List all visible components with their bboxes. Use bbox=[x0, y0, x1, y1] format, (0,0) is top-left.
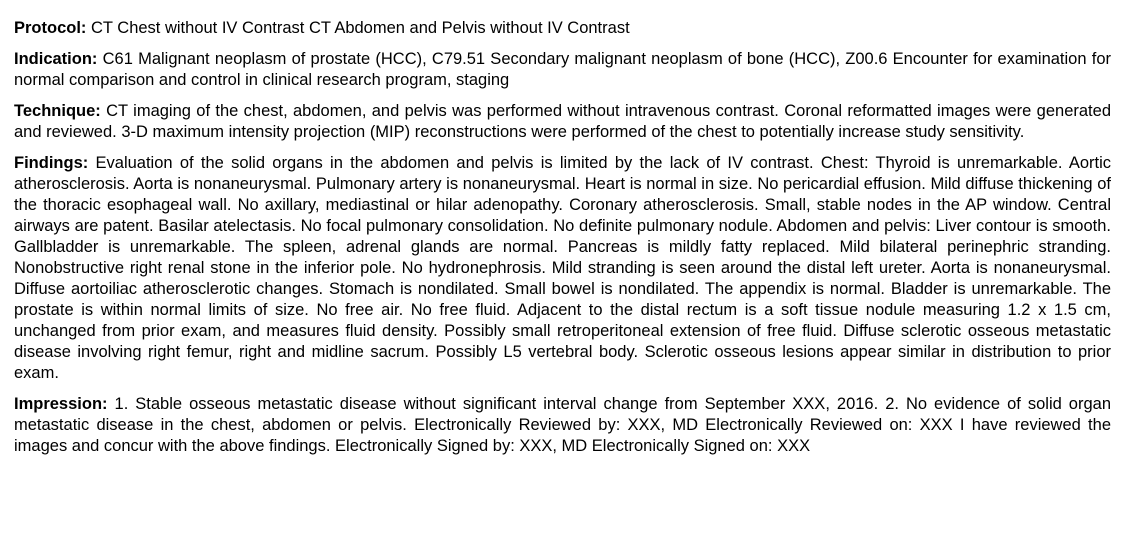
technique-label: Technique: bbox=[14, 102, 101, 120]
impression-text: 1. Stable osseous metastatic disease without significant interval change from September XXX, 2016. 2. No evidence of solid organ metastatic disease in the chest, abdomen or pelvis. Electronically Reviewed by: XXX, MD Electronically Reviewed on: XXX I have reviewed the images and concur with the above findings. Electronically Signed by: XXX, MD Electronically Signed on: XXX bbox=[14, 395, 1111, 455]
findings-section bbox=[14, 153, 1111, 384]
indication-text: C61 Malignant neoplasm of prostate (HCC), C79.51 Secondary malignant neoplasm of bone (HCC), Z00.6 Encounter for examination for normal comparison and control in clinical research program, staging bbox=[14, 50, 1111, 89]
technique-text: CT imaging of the chest, abdomen, and pelvis was performed without intravenous contrast. Coronal reformatted images were generated and reviewed. 3-D maximum intensity projection (MIP) reconstructions were performed of the chest to potentially increase study sensitivity. bbox=[14, 102, 1111, 141]
protocol-label: Protocol: bbox=[14, 19, 87, 37]
technique-section bbox=[14, 101, 1111, 143]
protocol-section bbox=[14, 18, 1111, 39]
findings-text: Evaluation of the solid organs in the abdomen and pelvis is limited by the lack of IV contrast. Chest: Thyroid is unremarkable. Aortic atherosclerosis. Aorta is nonaneurysmal. Pulmonary artery is nonaneurysmal. Heart is normal in size. No pericardial effusion. Mild diffuse thickening of the thoracic esophageal wall. No axillary, mediastinal or hilar adenopathy. Coronary atherosclerosis. Small, stable nodes in the AP window. Central airways are patent. Basilar atelectasis. No focal pulmonary consolidation. No definite pulmonary nodule. Abdomen and pelvis: Liver contour is smooth. Gallbladder is unremarkable. The spleen, adrenal glands are normal. Pancreas is mildly fatty replaced. Mild bilateral perinephric stranding. Nonobstructive right renal stone in the inferior pole. No hydronephrosis. Mild stranding is seen around the distal left ureter. Aorta is nonaneurysmal. Diffuse aortoiliac atherosclerotic changes. Stomach is nondilated. Small bowel is nondilated. The appendix is normal. Bladder is unremarkable. The prostate is within normal limits of size. No free air. No free fluid. Adjacent to the distal rectum is a soft tissue nodule measuring 1.2 x 1.5 cm, unchanged from prior exam, and measures fluid density. Possibly small retroperitoneal extension of free fluid. Diffuse sclerotic osseous metastatic disease involving right femur, right and midline sacrum. Possibly L5 vertebral body. Sclerotic osseous lesions appear similar in distribution to prior exam. bbox=[14, 154, 1111, 382]
impression-section bbox=[14, 394, 1111, 457]
indication-label: Indication: bbox=[14, 50, 98, 68]
indication-section bbox=[14, 49, 1111, 91]
impression-label: Impression: bbox=[14, 395, 108, 413]
protocol-text: CT Chest without IV Contrast CT Abdomen and Pelvis without IV Contrast bbox=[86, 19, 630, 37]
findings-label: Findings: bbox=[14, 154, 89, 172]
